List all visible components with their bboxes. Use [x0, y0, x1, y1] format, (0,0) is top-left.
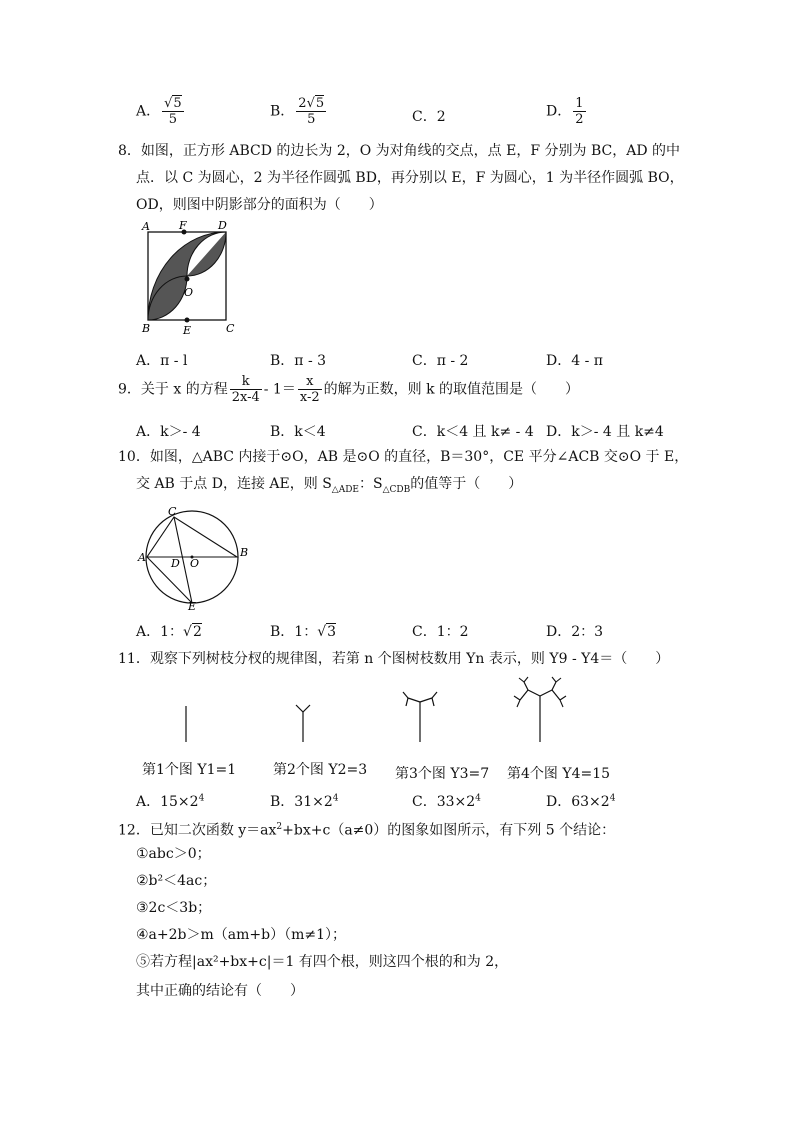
q11-tree-figures [150, 676, 630, 748]
q11-caption-3: 第3个图 Y3=7 [395, 766, 490, 782]
label-c: C [226, 322, 235, 335]
q12-item-2: ②b²＜4ac； [136, 873, 217, 889]
q11-caption-4: 第4个图 Y4=15 [507, 766, 611, 782]
q11-caption-1: 第1个图 Y1=1 [142, 762, 237, 778]
q8-option-d: D．4 - π [546, 353, 603, 369]
q12-item-5: ⑤若方程|ax²+bx+c|＝1 有四个根，则这四个根的和为 2， [136, 954, 509, 970]
q9-stem: 9．关于 x 的方程 $\frac{k}{2x-4}$ - 1＝ $\frac{x}{x-2}$ 的解为正数，则 k 的取值范围是（ ） [118, 374, 580, 405]
q11-option-c: C．$33\times 2^4$ [412, 793, 481, 810]
q12-item-4: ④a+2b＞m（am+b）（m≠1）； [136, 927, 346, 943]
label-e: E [183, 324, 192, 337]
q9-option-a: A．k＞- 4 [136, 424, 201, 440]
q8-option-c: C．π - 2 [412, 353, 469, 369]
q9-option-c: C．k＜4 且 k≠ - 4 [412, 424, 534, 440]
label-d: D [171, 557, 180, 570]
q12-item-1: ①abc＞0； [136, 846, 211, 862]
q9-option-b: B．k＜4 [270, 424, 326, 440]
q11-caption-2: 第2个图 Y2=3 [273, 762, 368, 778]
q12-item-3: ③2c＜3b； [136, 900, 212, 916]
q12-stem: 12．已知二次函数 $y=ax^2+bx+c(a\ne 0)$的图象如图所示，有下列 5 个结论： [118, 822, 616, 839]
q9-option-d: D．k＞- 4 且 k≠4 [546, 424, 664, 440]
q7-option-c: C．2 [412, 109, 446, 125]
label-a: A [138, 551, 146, 564]
q8-option-b: B．π - 3 [270, 353, 327, 369]
q8-option-a: A．π - l [136, 353, 188, 369]
q10-line-2: 交 AB 于点 D，连接 AE，则 $S_{\triangle ADE}$：$S_{\triangle CDB}$的值等于（ ） [136, 476, 523, 495]
q7-option-b: B． $\frac{2√5}{5}$ [270, 96, 325, 127]
q7-option-d: D． $\frac{1}{2}$ [546, 96, 584, 127]
q10-line-1: 10．如图，△ABC 内接于⊙O，AB 是⊙O 的直径，B＝30°，CE 平分∠ACB 交⊙O 于 E， [118, 449, 689, 465]
label-c: C [168, 505, 177, 518]
label-o: O [184, 286, 194, 299]
label-o: O [190, 557, 200, 570]
q10-circle-figure [138, 504, 248, 612]
q10-option-d: D．2：3 [546, 624, 604, 640]
label-b: B [142, 322, 151, 335]
q7-option-a: A． $\frac{√5}{5}$ [136, 96, 182, 127]
label-d: D [218, 219, 227, 232]
q8-line-1: 8．如图，正方形 ABCD 的边长为 2，O 为对角线的交点，点 E，F 分别为 BC，AD 的中 [118, 143, 681, 159]
q11-stem: 11．观察下列树枝分杈的规律图，若第 n 个图树枝数用 Yn 表示，则 Y9 - Y4＝（ ） [118, 651, 670, 667]
label-e: E [188, 600, 197, 613]
q8-square-figure [140, 219, 250, 337]
q8-line-2: 点．以 C 为圆心，2 为半径作圆弧 BD，再分别以 E，F 为圆心，1 为半径作圆弧 BO， [136, 170, 684, 186]
q11-option-b: B．$31\times 2^4$ [270, 793, 339, 810]
label-b: B [240, 546, 249, 559]
q12-closing: 其中正确的结论有（ ） [136, 983, 304, 999]
q11-option-a: A．$15\times 2^4$ [136, 793, 205, 810]
q11-option-d: D．$63\times 2^4$ [546, 793, 616, 810]
q10-option-b: B．1：√3 [270, 624, 337, 640]
q10-option-a: A．1：√2 [136, 624, 202, 640]
q8-line-3: OD，则图中阴影部分的面积为（ ） [136, 197, 383, 213]
label-a: A [142, 220, 150, 233]
label-f: F [179, 219, 187, 232]
q10-option-c: C．1：2 [412, 624, 469, 640]
